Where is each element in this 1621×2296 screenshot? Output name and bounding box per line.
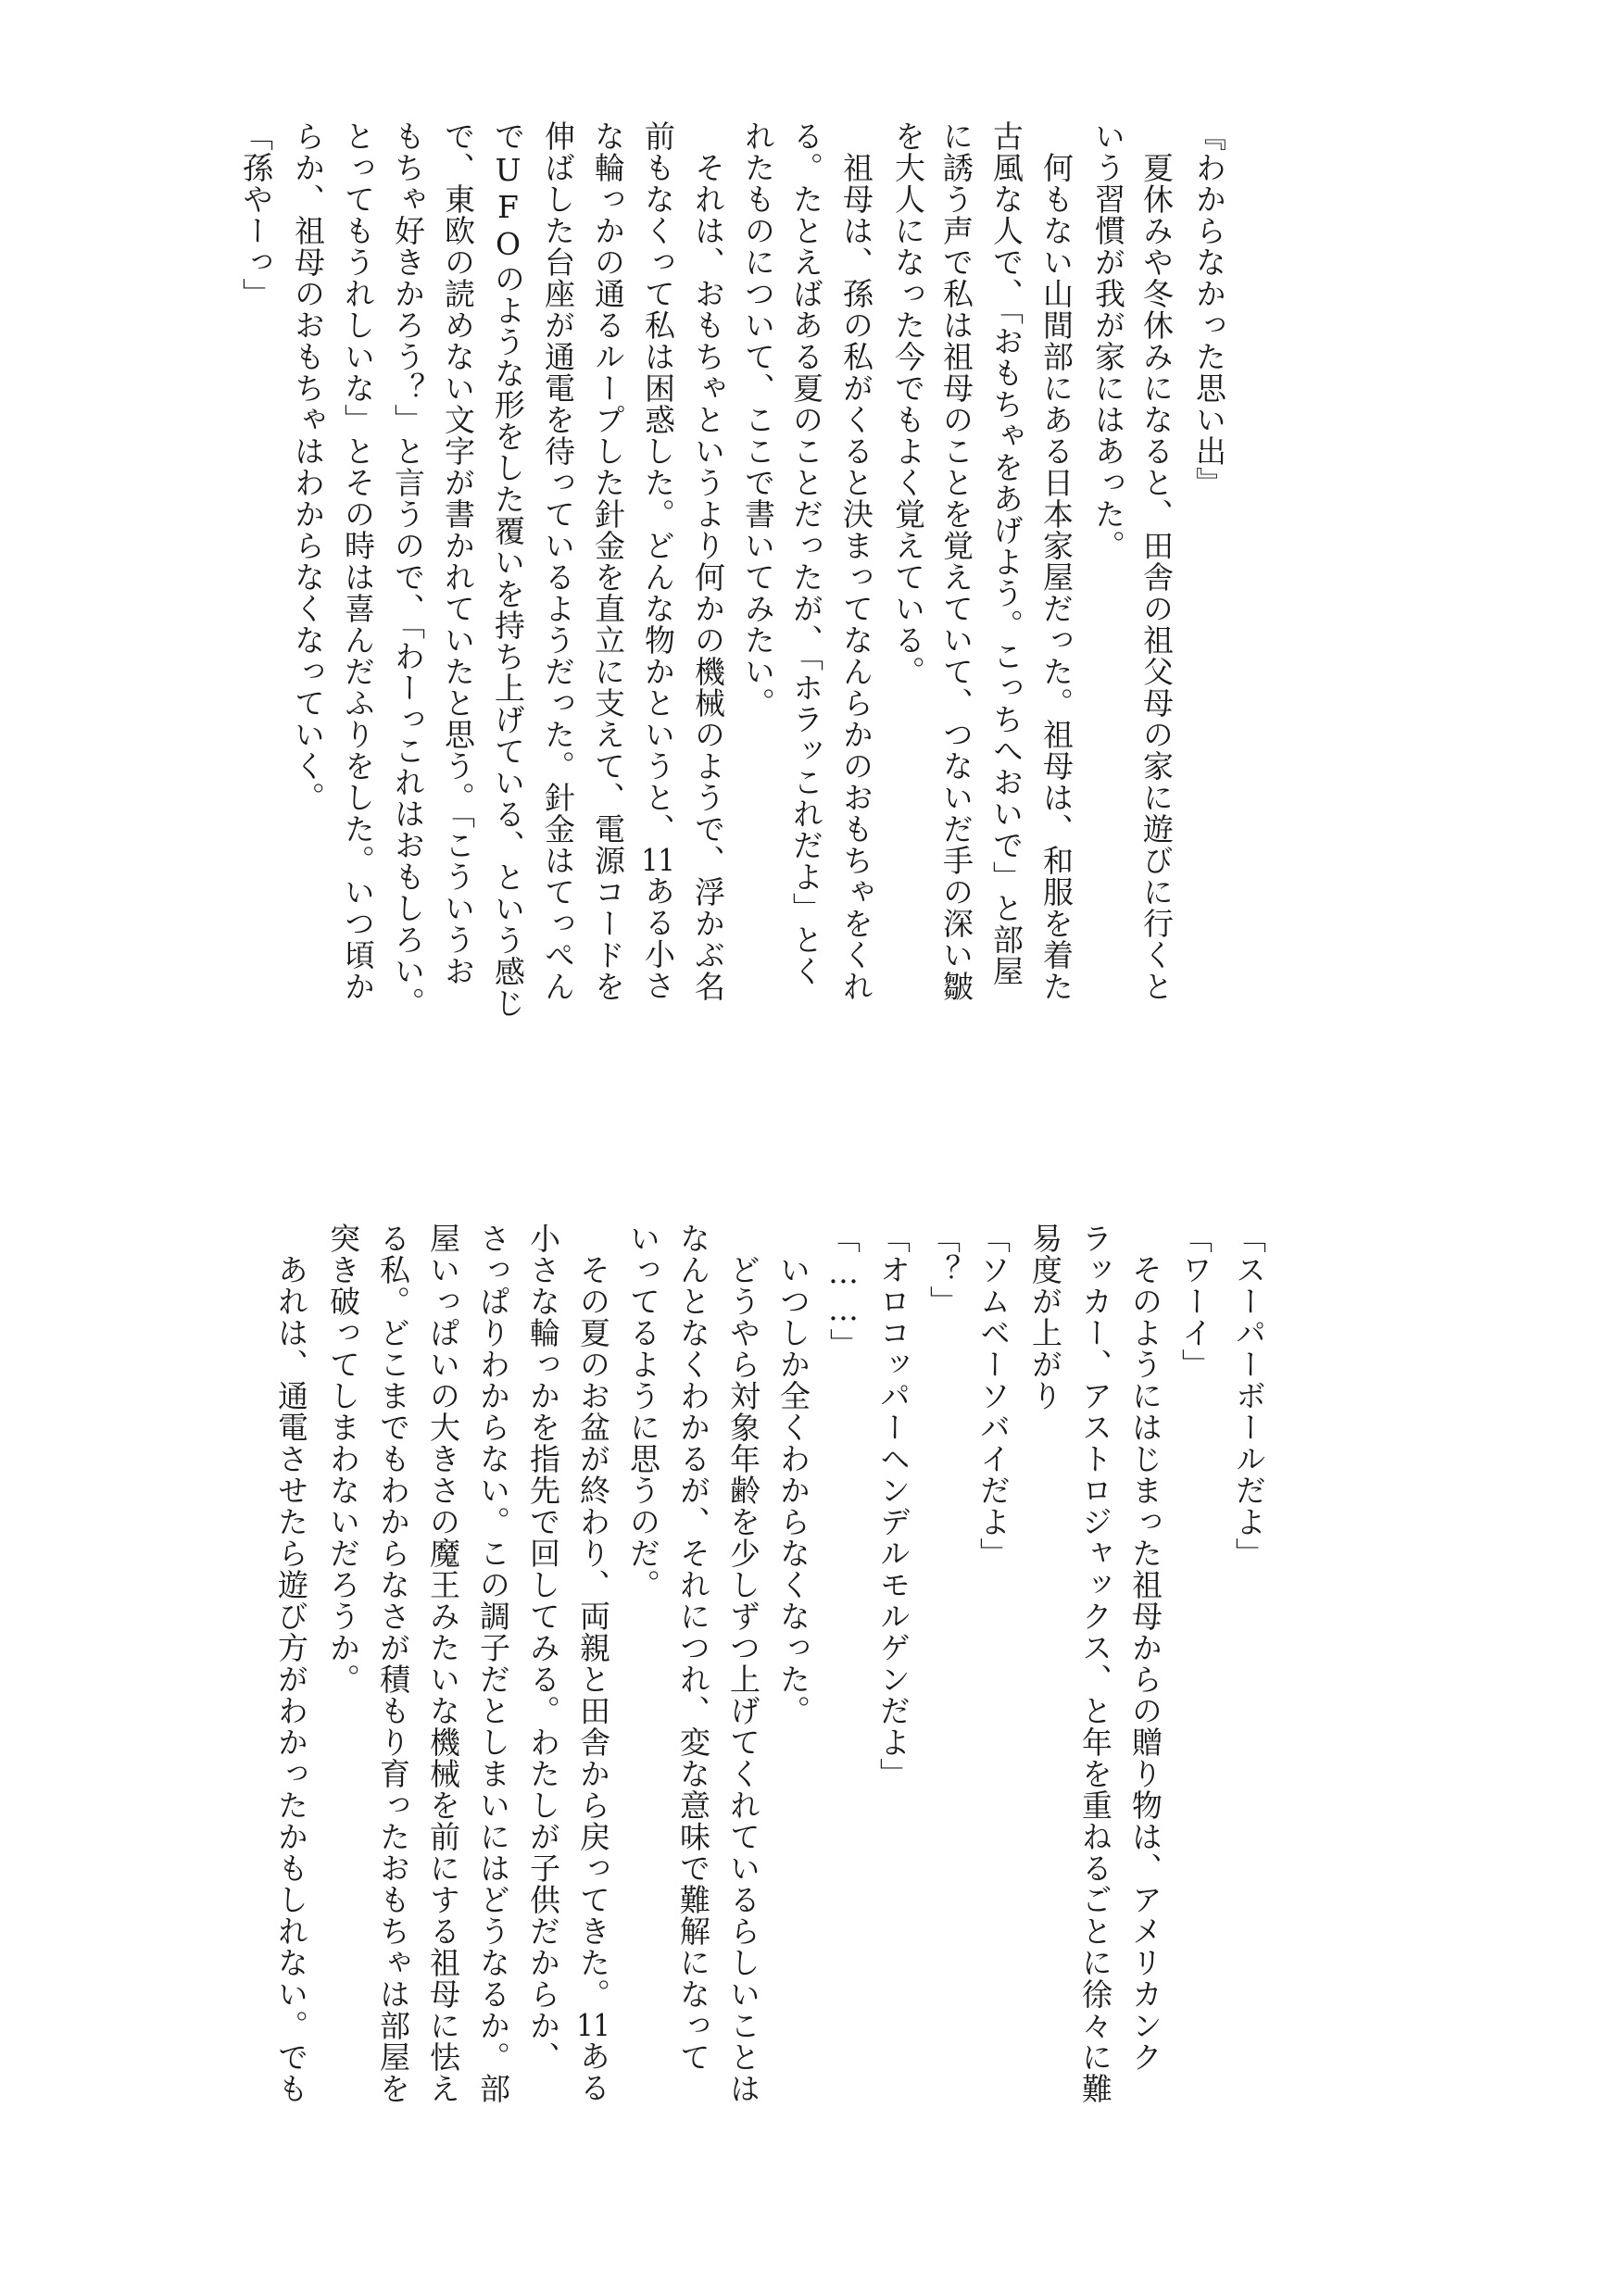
text-column: それは、おもちゃというより何かの機械のようで、浮かぶ名 — [690, 120, 726, 1002]
text-column: 「？」 — [925, 1223, 961, 1317]
text-column: で、東欧の読めない文字が書かれていたと思う。「こういうお — [440, 120, 476, 987]
text-column: 「ワーイ」 — [1177, 1223, 1213, 1380]
text-column: 突き破ってしまわないだろうか。 — [325, 1223, 361, 1695]
text-column: れたものについて、ここで書いてみたい。 — [740, 120, 776, 719]
digit-group: 11 — [576, 2010, 610, 2040]
text-column: なんとなくわかるが、それにつれ、変な意味で難解になって — [675, 1223, 711, 2073]
digit-group: 11 — [641, 845, 675, 875]
text-column: な輪っかの通るループした針金を直立に支えて、電源コードを — [590, 120, 626, 1002]
text-column: 伸ばした台座が通電を待っているようだった。針金はてっぺん — [540, 120, 576, 1002]
text-column: 祖母は、孫の私がくると決まってなんらかのおもちゃをくれ — [838, 120, 874, 1002]
text-column: でUFOのような形をした覆いを持ち上げている、という感じ — [490, 120, 526, 1019]
text-column: る。たとえばある夏のことだったが、「ホラッこれだよ」とく — [788, 120, 824, 987]
text-column: いつしか全くわからなくなった。 — [775, 1223, 811, 1726]
text-column: その夏のお盆が終わり、両親と田舎から戻ってきた。11ある — [575, 1223, 611, 2103]
text-column: 何もない山間部にある日本家屋だった。祖母は、和服を着た — [1038, 120, 1074, 1002]
text-column: 易度が上がり — [1027, 1223, 1063, 1411]
text-column: そのようにはじまった祖母からの贈り物は、アメリカンク — [1127, 1223, 1163, 2073]
text-column: 前もなくって私は困惑した。どんな物かというと、11ある小さ — [640, 120, 676, 1001]
text-column: 「孫やーっ」 — [238, 120, 274, 309]
text-column: る私。どこまでもわからなさが積もり育ったおもちゃは部屋を — [375, 1223, 411, 2104]
text-column: 「ソムベーソバイだよ」 — [975, 1223, 1012, 1569]
text-column: らか、祖母のおもちゃはわからなくなっていく。 — [290, 120, 326, 813]
text-column: もちゃ好きかろう？」と言うので、「わーっこれはおもしろい。 — [390, 120, 426, 1019]
text-column: とってもうれしいな」とその時は喜んだふりをした。いつ頃か — [340, 120, 376, 1002]
text-column: 古風な人で、「おもちゃをあげよう。こっちへおいで」と部屋 — [988, 120, 1024, 987]
text-column: さっぱりわからない。この調子だとしまいにはどうなるか。部 — [475, 1223, 511, 2104]
text-column: を大人になった今でもよく覚えている。 — [890, 120, 926, 687]
text-column: 屋いっぱいの大きさの魔王みたいな機械を前にする祖母に怯え — [425, 1223, 461, 2104]
text-column: いう習慣が我が家にはあった。 — [1090, 120, 1126, 561]
text-column: ラッカー、アストロジャックス、と年を重ねるごとに徐々に難 — [1077, 1223, 1113, 2104]
text-column: あれは、通電させたら遊び方がわかったかもしれない。でも — [273, 1223, 309, 2104]
text-column: 「オロコッパーヘンデルモルゲンだよ」 — [875, 1223, 911, 1789]
top-text-block — [0, 120, 1621, 1148]
bottom-text-block — [0, 1223, 1621, 2260]
text-column: 「……」 — [825, 1223, 861, 1360]
text-column: 「スーパーボールだよ」 — [1231, 1223, 1267, 1569]
text-column: いってるように思うのだ。 — [625, 1223, 661, 1600]
text-column: 小さな輪っかを指先で回してみる。わたしが子供だからか、 — [525, 1223, 561, 2073]
text-column: 夏休みや冬休みになると、田舎の祖父母の家に遊びに行くと — [1138, 120, 1175, 1002]
text-column: に誘う声で私は祖母のことを覚えていて、つないだ手の深い皺 — [938, 120, 974, 1002]
text-column: どうやら対象年齢を少しずつ上げてくれているらしいことは — [725, 1223, 761, 2104]
text-column: 『わからなかった思い出』 — [1191, 120, 1227, 498]
